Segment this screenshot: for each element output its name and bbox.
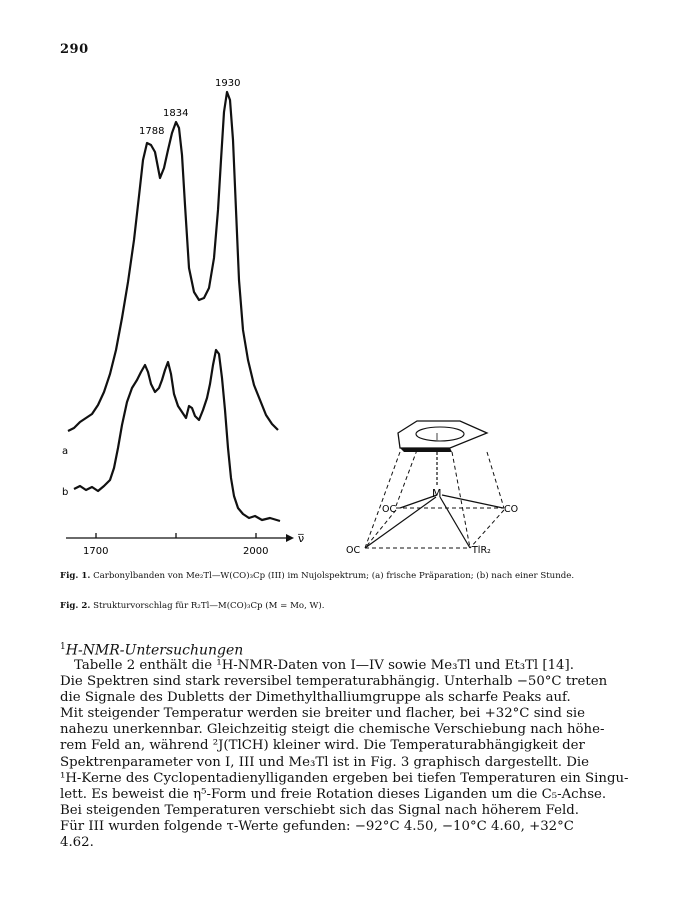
label-oc-upper: OC (382, 504, 397, 515)
x-axis-arrow (286, 534, 294, 542)
text-line: Für III wurden folgende τ-Werte gefunden: −92°C 4.50, −10°C 4.60, +32°C (60, 818, 574, 834)
section-heading-sup: 1 (60, 642, 66, 652)
figure-2-caption (60, 601, 620, 612)
page-number: 290 (60, 42, 89, 57)
label-metal: M (432, 487, 442, 500)
label-co-right: CO (504, 504, 519, 515)
label-oc-lower: OC (346, 545, 361, 556)
peak-label-1930: 1930 (215, 78, 241, 89)
curve-label-a: a (62, 446, 69, 457)
x-tick-label-1700: 1700 (83, 546, 109, 557)
text-line: Die Spektren sind stark reversibel temperaturabhängig. Unterhalb −50°C treten (60, 674, 608, 690)
section-heading (60, 642, 243, 659)
cp-ring (398, 421, 487, 448)
text-line: die Signale des Dubletts der Dimethylthalliumgruppe als scharfe Peaks auf. (60, 690, 571, 706)
text-line: rem Feld an, während ²J(TlCH) kleiner wird. Die Temperaturabhängigkeit der (60, 738, 585, 754)
peak-label-1788: 1788 (139, 126, 165, 137)
text-line: ¹H-Kerne des Cyclopentadienylliganden ergeben bei tiefen Temperaturen ein Singu- (60, 770, 629, 786)
text-line: lett. Es beweist die η⁵-Form und freie Rotation dieses Liganden um die C₅-Achse. (60, 786, 607, 802)
curve-label-b: b (62, 487, 69, 498)
figure-1-caption-text: Carbonylbanden von Me₂Tl—W(CO)₃Cp (III) im Nujolspektrum; (a) frische Präparation; (b) nach einer Stunde. (93, 571, 575, 581)
figure-1-caption-label: Fig. 1. (60, 571, 91, 581)
text-line: Spektrenparameter von I, III und Me₃Tl ist in Fig. 3 graphisch dargestellt. Die (60, 754, 590, 770)
figure-2-caption-text: Strukturvorschlag für R₂Tl—M(CO)₃Cp (M = Mo, W). (93, 601, 325, 611)
text-line: Tabelle 2 enthält die ¹H-NMR-Daten von I—IV sowie Me₃Tl und Et₃Tl [14]. (74, 658, 574, 673)
x-tick-label-2000: 2000 (243, 546, 269, 557)
figure-2-caption-label: Fig. 2. (60, 601, 91, 611)
cp-aromatic-circle (416, 427, 464, 441)
figure-1-spectrum (60, 70, 320, 570)
x-axis-unit: ν̅ (298, 532, 305, 545)
text-line: Bei steigenden Temperaturen verschiebt sich das Signal nach höherem Feld. (60, 802, 580, 818)
figure-2-structure (340, 410, 540, 565)
label-thallium: TlR₂ (472, 545, 491, 556)
text-line: nahezu unerkennbar. Gleichzeitig steigt die chemische Verschiebung nach höhe- (60, 722, 605, 738)
peak-label-1834: 1834 (163, 108, 189, 119)
text-line: Mit steigender Temperatur werden sie breiter und flacher, bei +32°C sind sie (60, 706, 586, 722)
spectrum-curve-b (74, 350, 280, 521)
section-heading-text: H-NMR-Untersuchungen (65, 642, 244, 659)
body-text (60, 658, 630, 851)
text-line: 4.62. (60, 835, 94, 851)
figure-1-caption (60, 571, 620, 582)
